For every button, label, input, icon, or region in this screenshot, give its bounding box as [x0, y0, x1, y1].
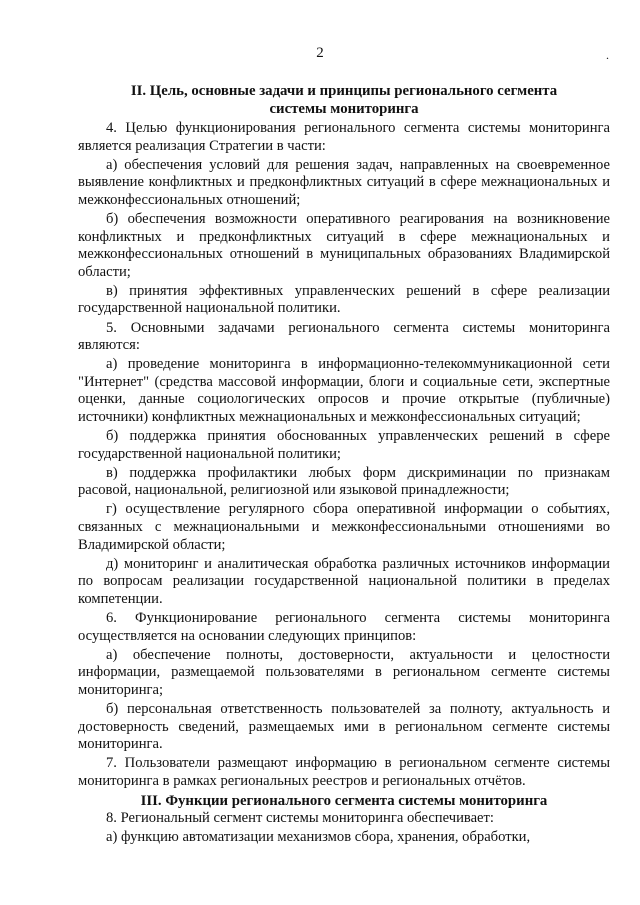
section-2-heading-line-2: системы мониторинга: [269, 101, 419, 117]
paragraph-4c: в) принятия эффективных управленческих решений в сфере реализации государственной национальной политики.: [78, 282, 610, 317]
paragraph-4a: а) обеспечения условий для решения задач, направленных на своевременное выявление конфликтных и предконфликтных ситуаций в сфере межнациональных и межконфессиональных отношений;: [78, 156, 610, 208]
paragraph-5b: б) поддержка принятия обоснованных управленческих решений в сфере государственной национальной политики;: [78, 428, 610, 462]
section-3-body: [78, 810, 610, 848]
section-3-heading: III. Функции регионального сегмента системы мониторинга: [140, 793, 548, 809]
paragraph-4b: б) обеспечения возможности оперативного реагирования на возникновение конфликтных и предконфликтных ситуаций в сфере межнациональных и межконфессиональных отношений в муниципальных образованиях Владимирской области;: [78, 210, 610, 280]
paragraph-4: 4. Целью функционирования регионального сегмента системы мониторинга является реализация Стратегии в части:: [78, 120, 610, 154]
paragraph-8: 8. Региональный сегмент системы мониторинга обеспечивает:: [106, 810, 494, 826]
paragraph-6b: б) персональная ответственность пользователей за полноту, актуальность и достоверность сведений, размещаемых ими в региональном сегменте системы мониторинга.: [78, 701, 610, 753]
paragraph-6: 6. Функционирование регионального сегмента системы мониторинга осуществляется на основании следующих принципов:: [78, 610, 610, 644]
page-number: 2: [316, 45, 324, 61]
corner-mark: .: [606, 48, 609, 62]
paragraph-7: 7. Пользователи размещают информацию в региональном сегменте системы мониторинга в рамках региональных реестров и региональных отчётов.: [78, 755, 610, 789]
section-2-heading: [78, 82, 610, 118]
section-2-heading-line-1: II. Цель, основные задачи и принципы регионального сегмента: [130, 83, 558, 99]
paragraph-5e: д) мониторинг и аналитическая обработка различных источников информации по вопросам реализации государственной национальной политики в пределах компетенции.: [78, 555, 610, 607]
paragraph-6a: а) обеспечение полноты, достоверности, актуальности и целостности информации, размещаемой пользователями в региональном сегменте системы мониторинга;: [78, 646, 610, 698]
paragraph-5: 5. Основными задачами регионального сегмента системы мониторинга являются:: [78, 319, 610, 354]
paragraph-8a: а) функцию автоматизации механизмов сбора, хранения, обработки,: [106, 829, 531, 846]
paragraph-5d: г) осуществление регулярного сбора оперативной информации о событиях, связанных с межнациональными и межконфессиональными отношениями во Владимирской области;: [78, 501, 610, 553]
section-2-body: [78, 120, 610, 792]
paragraph-5c: в) поддержка профилактики любых форм дискриминации по признакам расовой, национальной, религиозной или языковой принадлежности;: [78, 464, 610, 499]
paragraph-5a: а) проведение мониторинга в информационно-телекоммуникационной сети "Интернет" (средства массовой информации, блоги и социальные сети, экспертные оценки, данные социологических опросов и прочие открытые (публичные) источники) конфликтных межнациональных и межконфессиональных ситуаций;: [78, 356, 610, 425]
